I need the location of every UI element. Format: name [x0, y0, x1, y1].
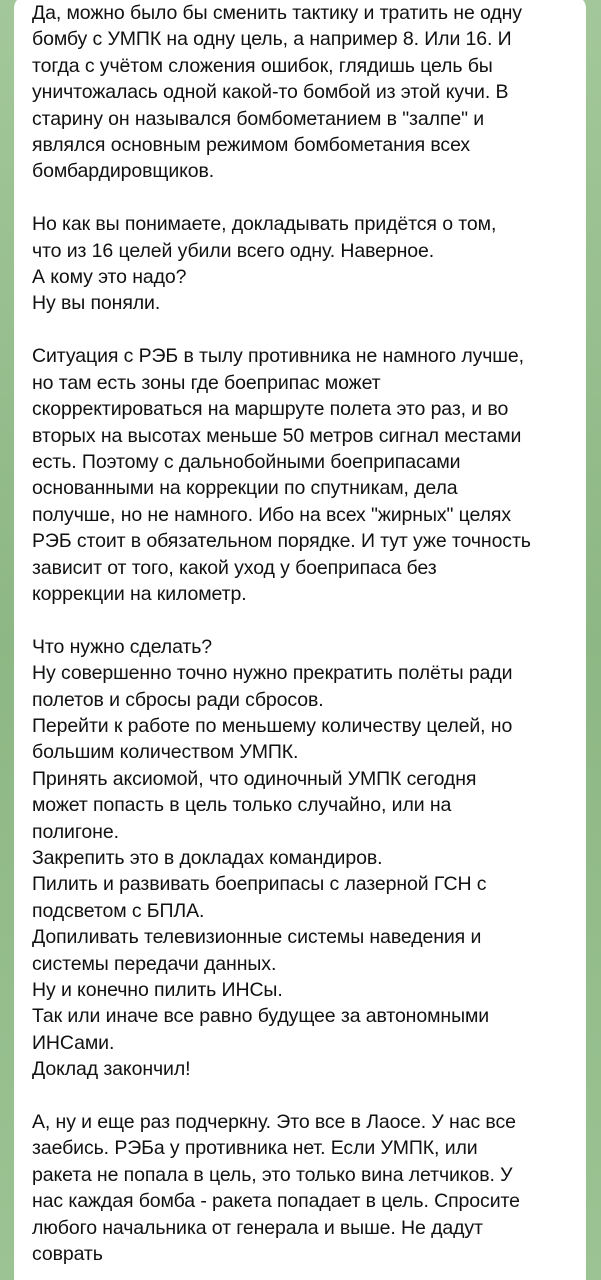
message-bubble[interactable] — [14, 0, 586, 1280]
message-text: Да, можно было бы сменить тактику и тратить не одну бомбу с УМПК на одну цель, а например 8. Или 16. И тогда с учётом сложения ошибок, глядишь цель бы уничтожалась одной какой-то бомбой из этой кучи. В старину он назывался бомбометанием в "залпе" и являлся основным режимом бомбометания всех бомбардировщиков. Но как вы понимаете, докладывать придётся о том, что из 16 целей убили всего одну. Наверное. А кому это надо? Ну вы поняли. Ситуация с РЭБ в тылу противника не намного лучше, но там есть зоны где боеприпас может скорректироваться на маршруте полета это раз, и во вторых на высотах меньше 50 метров сигнал местами есть. Поэтому с дальнобойными боеприпасами основанными на коррекции по спутникам, дела получше, но не намного. Ибо на всех "жирных" целях РЭБ стоит в обязательном порядке. И тут уже точность зависит от того, какой уход у боеприпаса без коррекции на километр. Что нужно сделать? Ну совершенно точно нужно прекратить полёты ради полетов и сбросы ради сбросов. Перейти к работе по меньшему количеству целей, но большим количеством УМПК. Принять аксиомой, что одиночный УМПК сегодня может попасть в цель только случайно, или на полигоне. Закрепить это в докладах командиров. Пилить и развивать боеприпасы с лазерной ГСН с подсветом с БПЛА. Допиливать телевизионные системы наведения и системы передачи данных. Ну и конечно пилить ИНСы. Так или иначе все равно будущее за автономными ИНСами. Доклад закончил! А, ну и еще раз подчеркну. Это все в Лаосе. У нас все заебись. РЭБа у противника нет. Если УМПК, или ракета не попала в цель, это только вина летчиков. У нас каждая бомба - ракета попадает в цель. Спросите любого начальника от генерала и выше. Не дадут соврать — [32, 2, 531, 1266]
